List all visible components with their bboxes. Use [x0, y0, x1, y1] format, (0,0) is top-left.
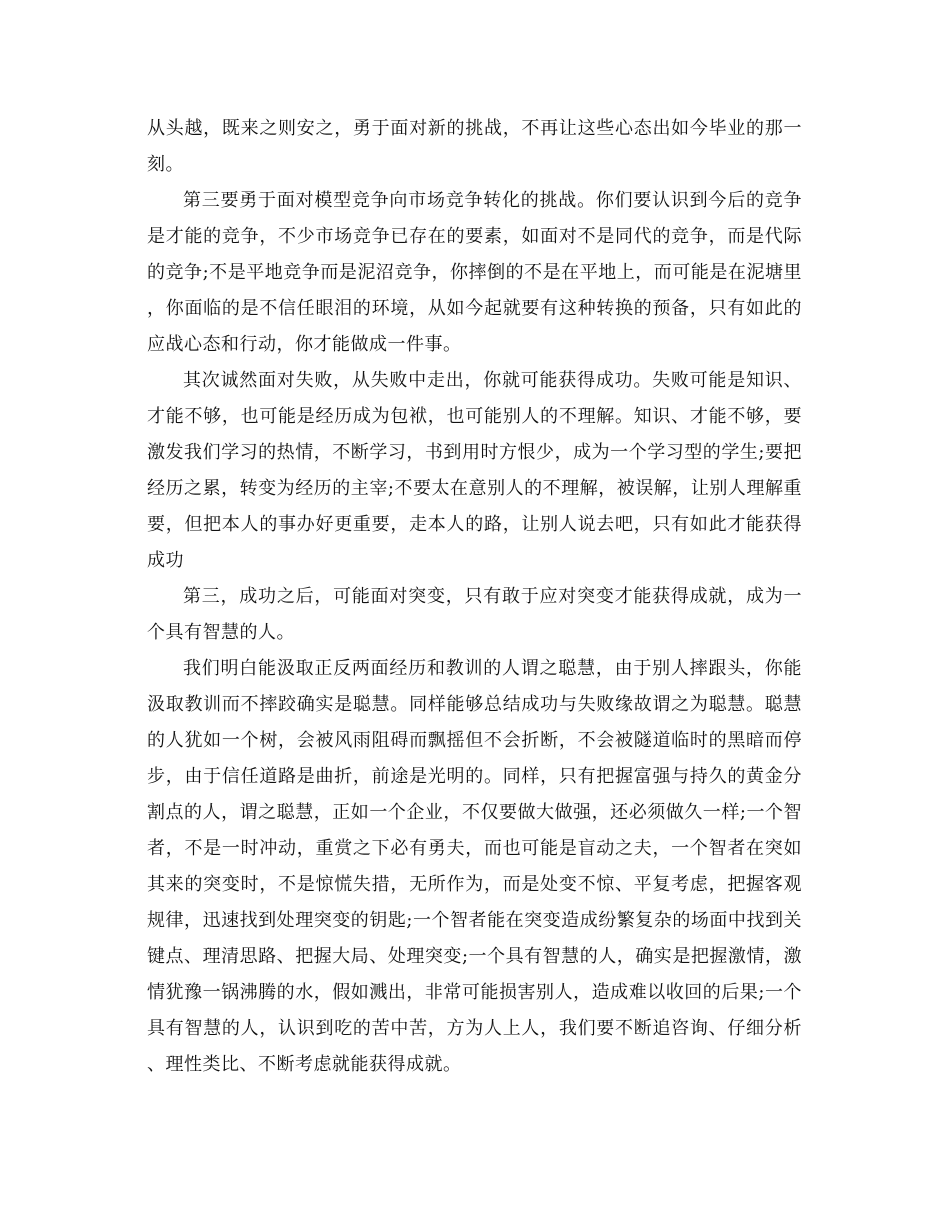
document-body	[147, 111, 802, 1083]
paragraph-continuation: 从头越，既来之则安之，勇于面对新的挑战，不再让这些心态出如今毕业的那一刻。	[147, 118, 802, 175]
paragraph-market-competition: 第三要勇于面对模型竞争向市场竞争转化的挑战。你们要认识到今后的竞争是才能的竞争，不少市场竞争已存在的要素，如面对不是同代的竞争，而是代际的竞争;不是平地竞争而是泥沼竞争，你摔倒的不是在平地上，而可能是在泥塘里，你面临的是不信任眼泪的环境，从如今起就要有这种转换的预备，只有如此的应战心态和行动，你才能做成一件事。	[147, 190, 802, 355]
paragraph-wisdom: 我们明白能汲取正反两面经历和教训的人谓之聪慧，由于别人摔跟头，你能汲取教训而不摔跤确实是聪慧。同样能够总结成功与失败缘故谓之为聪慧。聪慧的人犹如一个树，会被风雨阻碍而飘摇但不会折断，不会被隧道临时的黑暗而停步，由于信任道路是曲折，前途是光明的。同样，只有把握富强与持久的黄金分割点的人，谓之聪慧，正如一个企业，不仅要做大做强，还必须做久一样;一个智者，不是一时冲动，重赏之下必有勇夫，而也可能是盲动之夫，一个智者在突如其来的突变时，不是惊慌失措，无所作为，而是处变不惊、平复考虑，把握客观规律，迅速找到处理突变的钥匙;一个智者能在突变造成纷繁复杂的场面中找到关键点、理清思路、把握大局、处理突变;一个具有智慧的人，确实是把握激情，激情犹豫一锅沸腾的水，假如溅出，非常可能损害别人，造成难以收回的后果;一个具有智慧的人，认识到吃的苦中苦，方为人上人，我们要不断追咨询、仔细分析、理性类比、不断考虑就能获得成就。	[147, 658, 802, 1075]
paragraph-after-success: 第三，成功之后，可能面对突变，只有敢于应对突变才能获得成就，成为一个具有智慧的人。	[147, 586, 802, 643]
paragraph-facing-failure: 其次诚然面对失败，从失败中走出，你就可能获得成功。失败可能是知识、才能不够，也可能是经历成为包袱，也可能别人的不理解。知识、才能不够，要激发我们学习的热情，不断学习，书到用时方恨少，成为一个学习型的学生;要把经历之累，转变为经历的主宰;不要太在意别人的不理解，被误解，让别人理解重要，但把本人的事办好更重要，走本人的路，让别人说去吧，只有如此才能获得成功	[147, 370, 802, 571]
